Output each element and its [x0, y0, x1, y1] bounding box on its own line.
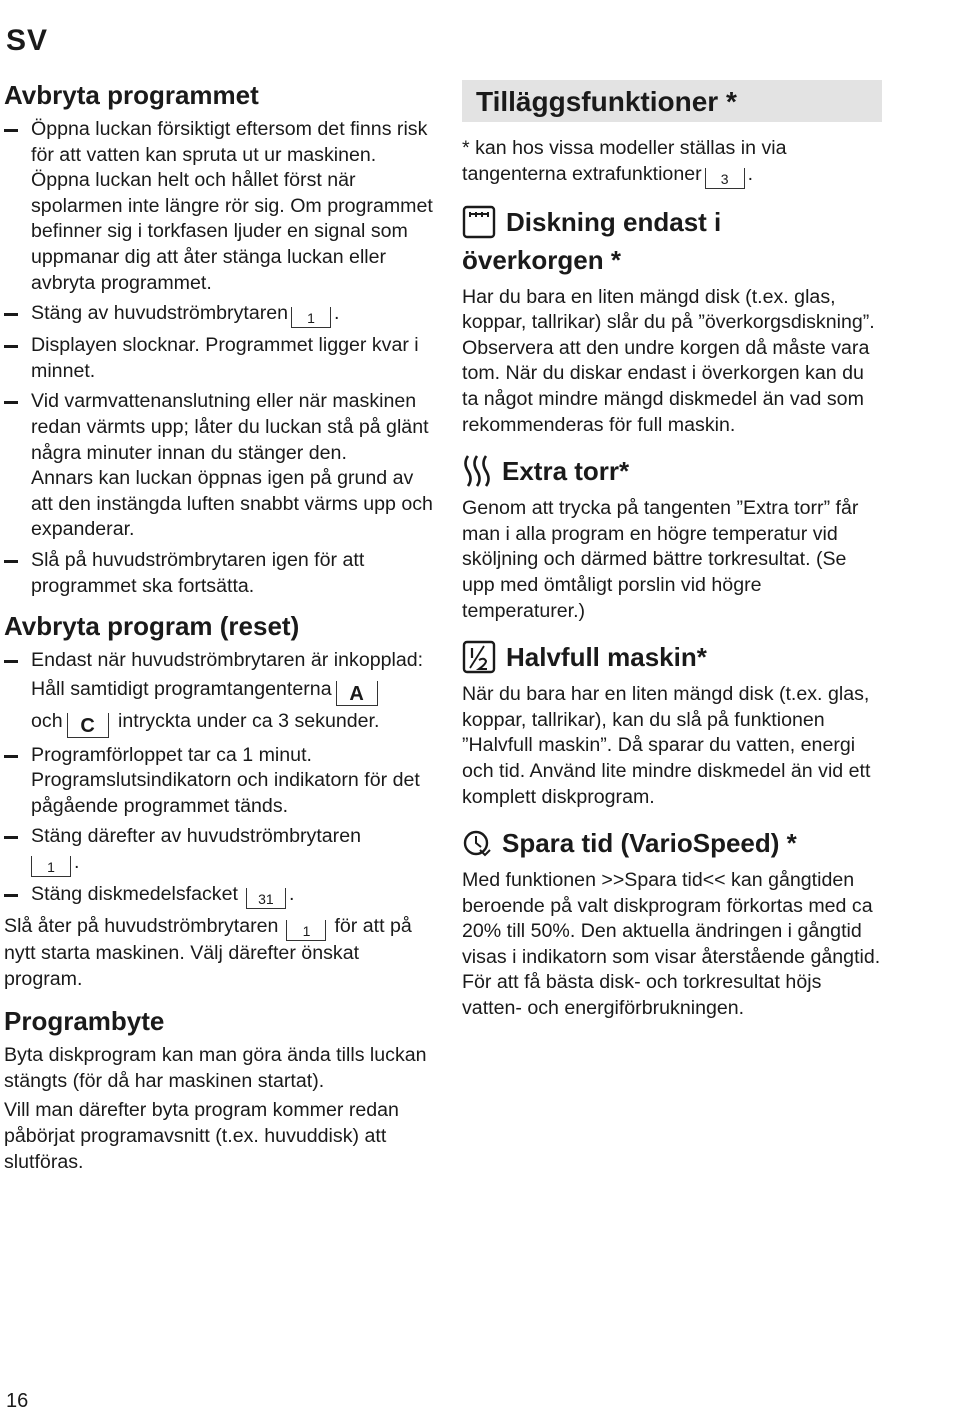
key-symbol: 3 [705, 168, 745, 189]
bullet: Öppna luckan försiktigt eftersom det finns risk för att vatten kan spruta ut ur maskinen. Öppna luckan helt och hållet först när spolarmen inte längre rör sig. Om programmet befinner sig i torkfasen ljuder en signal som uppmanar dig att åter stänga luckan eller avbryta programmet. [4, 117, 434, 296]
key-symbol: 1 [286, 920, 326, 941]
language-code: SV [6, 24, 49, 57]
feature-title-half-load: Halvfull maskin* [462, 638, 882, 676]
right-column [462, 80, 882, 1036]
left-column [4, 80, 434, 1175]
extra-dry-icon [462, 454, 492, 488]
bullet: Stäng av huvudströmbrytaren 1 . [4, 301, 434, 328]
feature-text: Har du bara en liten mängd disk (t.ex. glas, koppar, tallrikar) slår du på ”överkorgsdiskning”. Observera att den undre korgen då måste vara tom. När du diskar endast i överkorgen kan du ta något mindre mängd diskmedel än vad som rekommenderas för full maskin. [462, 285, 875, 436]
feature-title-upper-basket: Diskning endast i [462, 203, 882, 241]
key-symbol: 1 [291, 307, 331, 328]
bullet: Stäng diskmedelsfacket 31 . [4, 882, 434, 909]
page-number: 16 [6, 1390, 29, 1412]
banner-title: Tilläggsfunktioner * [462, 80, 882, 122]
feature-title-vario-speed: Spara tid (VarioSpeed) * [462, 824, 882, 862]
key-a: A [336, 681, 378, 706]
section-title-avbryta: Avbryta programmet [4, 80, 259, 110]
half-load-icon [462, 640, 496, 674]
section-title-reset: Avbryta program (reset) [4, 611, 300, 642]
key-symbol: 31 [246, 888, 286, 909]
paragraph: Slå åter på huvudströmbrytaren 1 för att på nytt starta maskinen. Välj därefter önskat program. [4, 915, 412, 990]
feature-text: När du bara har en liten mängd disk (t.ex. glas, koppar, tallrikar), kan du slå på funktionen ”Halvfull maskin”. Då sparar du vatten, energi och tid. Använd lite mindre diskmedel än vid ett komplett diskprogram. [462, 683, 871, 808]
bullet: Endast när huvudströmbrytaren är inkopplad: Håll samtidigt programtangenterna A och C intryckta under ca 3 sekunder. [4, 648, 434, 738]
feature-title-upper-basket-line2: överkorgen * [462, 244, 621, 275]
vario-speed-icon [462, 828, 492, 858]
key-symbol: 1 [31, 856, 71, 877]
feature-title-extra-dry: Extra torr* [462, 452, 882, 490]
paragraph: Vill man därefter byta program kommer redan påbörjat programavsnitt (t.ex. huvuddisk) att slutföras. [4, 1099, 399, 1173]
bullet: Programförloppet tar ca 1 minut. Programslutsindikatorn och indikatorn för det pågående programmet tänds. [4, 743, 434, 820]
section-title-programbyte: Programbyte [4, 1006, 165, 1037]
feature-text: Genom att trycka på tangenten ”Extra torr” får man i alla program en högre temperatur vid sköljning och därmed bättre torkresultat. (Se upp med ömtåligt porslin vid högre temperaturer.) [462, 497, 859, 622]
upper-basket-icon [462, 205, 496, 239]
key-c: C [67, 713, 109, 738]
intro-text: * kan hos vissa modeller ställas in via tangenterna extrafunktioner 3 . [462, 137, 787, 187]
bullet: Vid varmvattenanslutning eller när maskinen redan värmts upp; låter du luckan stå på glänt några minuter innan du stänger den. Annars kan luckan öppnas igen på grund av att den instängda luften snabbt värms upp och expanderar. [4, 389, 434, 543]
bullet: Stäng därefter av huvudströmbrytaren 1 . [4, 824, 434, 877]
paragraph: Byta diskprogram kan man göra ända tills luckan stängts (för då har maskinen startat). [4, 1044, 427, 1092]
bullet: Slå på huvudströmbrytaren igen för att programmet ska fortsätta. [4, 548, 434, 599]
bullet: Displayen slocknar. Programmet ligger kvar i minnet. [4, 333, 434, 384]
feature-text: Med funktionen >>Spara tid<< kan gångtiden beroende på valt diskprogram förkortas med ca 20% till 50%. Den aktuella ändringen i gångtid visas i indikatorn som visar återstående gångtid. För att få bästa disk- och torkresultat höjs vatten- och energiförbrukningen. [462, 869, 881, 1020]
